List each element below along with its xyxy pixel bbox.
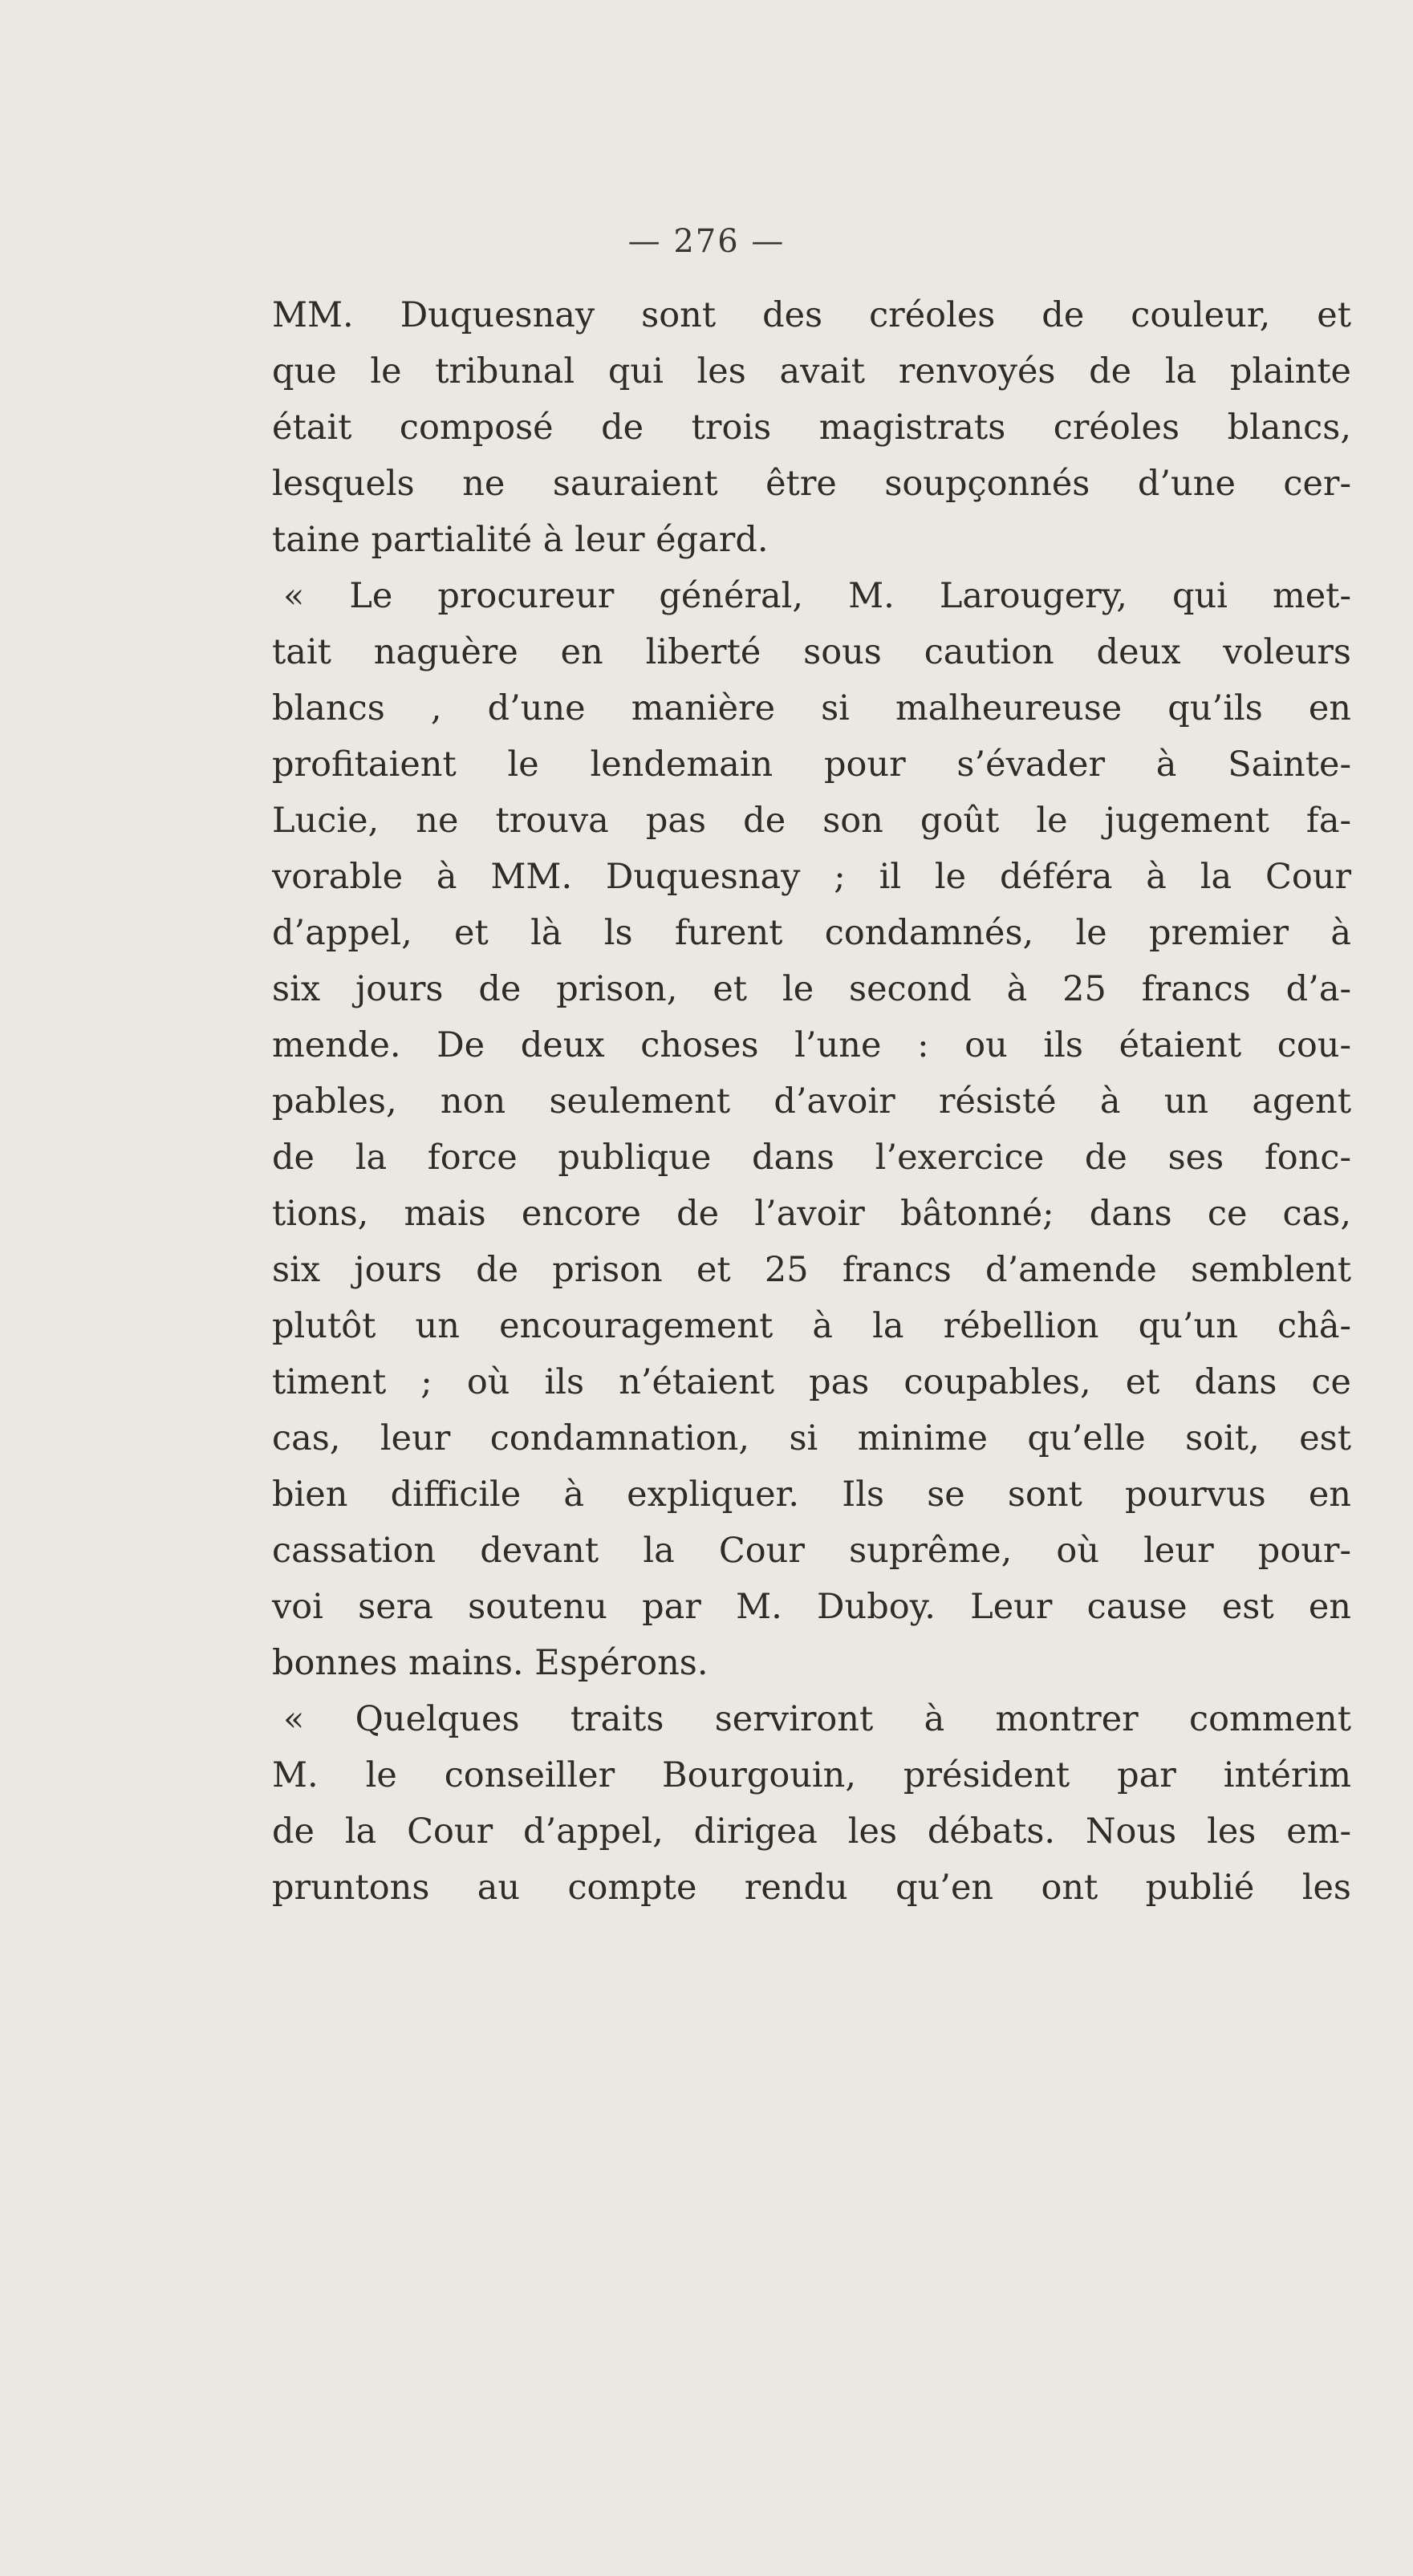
- text-line: vorable à MM. Duquesnay ; il le déféra à la Cour: [272, 857, 1351, 897]
- text-line: timent ; où ils n’étaient pas coupables, et dans ce: [272, 1362, 1351, 1402]
- text-line: Lucie, ne trouva pas de son goût le jugement fa-: [272, 801, 1351, 841]
- text-line: cassation devant la Cour suprême, où leur pour-: [272, 1531, 1351, 1571]
- text-line: pables, non seulement d’avoir résisté à un agent: [272, 1081, 1351, 1122]
- text-line: pruntons au compte rendu qu’en ont publié les: [272, 1868, 1351, 1908]
- text-line: bonnes mains. Espérons.: [272, 1643, 709, 1683]
- text-line: tait naguère en liberté sous caution deux voleurs: [272, 632, 1351, 672]
- text-line: mende. De deux choses l’une : ou ils étaient cou-: [272, 1025, 1351, 1065]
- text-line: six jours de prison et 25 francs d’amende semblent: [272, 1250, 1351, 1290]
- text-line: voi sera soutenu par M. Duboy. Leur cause est en: [272, 1587, 1351, 1627]
- text-line: d’appel, et là ls furent condamnés, le premier à: [272, 913, 1351, 953]
- text-line: M. le conseiller Bourgouin, président par intérim: [272, 1755, 1351, 1795]
- text-line: bien difficile à expliquer. Ils se sont pourvus en: [272, 1475, 1351, 1515]
- text-line: profitaient le lendemain pour s’évader à Sainte-: [272, 744, 1351, 785]
- text-line: lesquels ne sauraient être soupçonnés d’une cer-: [272, 464, 1351, 504]
- paragraph-start-line: « Le procureur général, M. Larougery, qui met-: [283, 576, 1351, 616]
- text-line: plutôt un encouragement à la rébellion qu’un châ-: [272, 1306, 1351, 1346]
- page-number: — 276 —: [627, 223, 786, 260]
- text-line: tions, mais encore de l’avoir bâtonné; dans ce cas,: [272, 1194, 1351, 1234]
- text-line: que le tribunal qui les avait renvoyés de la plainte: [272, 351, 1351, 391]
- text-line: six jours de prison, et le second à 25 francs d’a-: [272, 969, 1351, 1009]
- text-line: MM. Duquesnay sont des créoles de couleur, et: [272, 295, 1351, 335]
- text-line: cas, leur condamnation, si minime qu’elle soit, est: [272, 1418, 1351, 1458]
- text-line: de la Cour d’appel, dirigea les débats. Nous les em-: [272, 1811, 1351, 1852]
- text-line: de la force publique dans l’exercice de ses fonc-: [272, 1138, 1351, 1178]
- paragraph-start-line: « Quelques traits serviront à montrer comment: [283, 1699, 1351, 1739]
- text-line: blancs , d’une manière si malheureuse qu’ils en: [272, 688, 1351, 728]
- text-line: taine partialité à leur égard.: [272, 520, 769, 560]
- text-line: était composé de trois magistrats créoles blancs,: [272, 408, 1351, 448]
